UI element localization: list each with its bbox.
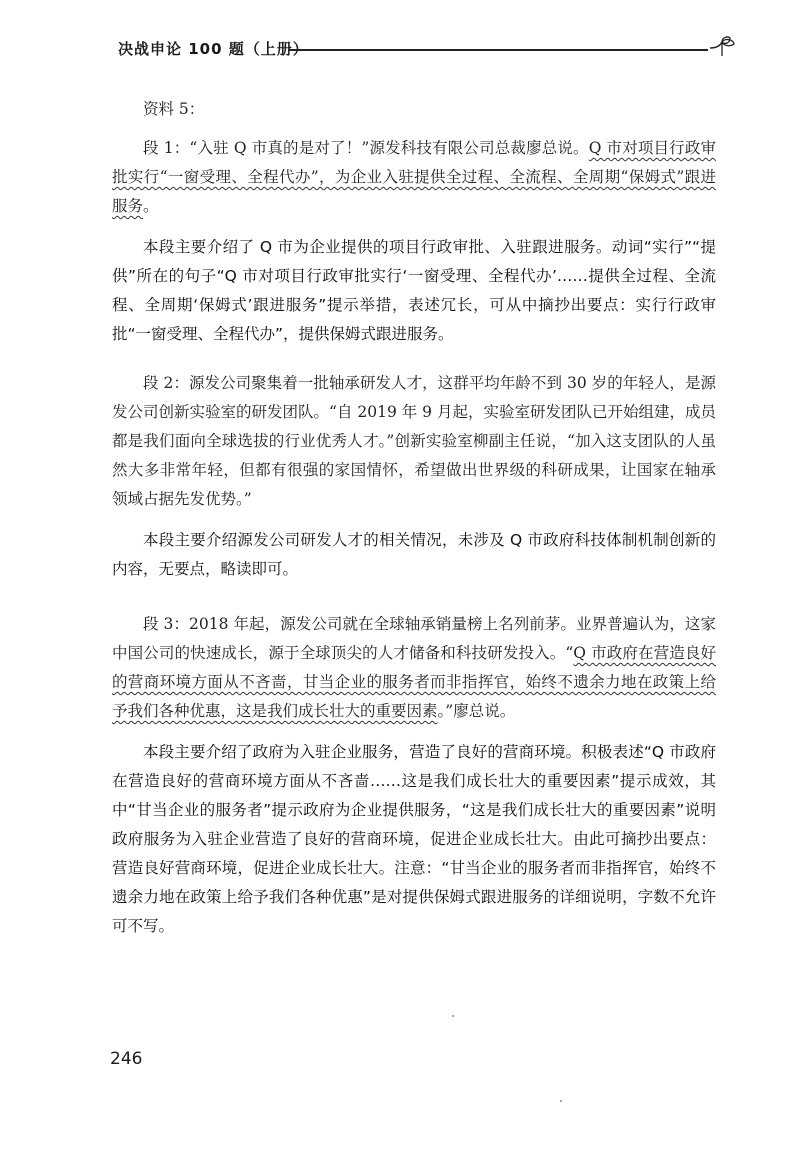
source-paragraph-1	[112, 134, 716, 221]
source-paragraph-3	[112, 610, 716, 726]
source-paragraph-2	[112, 369, 716, 514]
header-title: 决战申论 100 题（上册）	[118, 40, 309, 58]
paragraph-text: 。”廖总说。	[437, 702, 516, 720]
underlined-text: Q 市政府在营造良好的营商环境方面从不吝啬，甘当企业的服务者而非指挥官，始终不遗余力地在政策上给予我们各种优惠，这是我们成长壮大的重要因素	[112, 644, 716, 720]
analysis-paragraph-2	[112, 526, 716, 584]
leaf-icon	[708, 36, 736, 60]
scan-speck	[452, 1015, 454, 1017]
analysis-paragraph-1	[112, 233, 716, 349]
page-number: 246	[110, 1049, 143, 1069]
paragraph-text: 本段主要介绍了 Q 市为企业提供的项目行政审批、入驻跟进服务。动词“实行”“提供”所在的句子“Q 市对项目行政审批实行‘一窗受理、全程代办’……提供全过程、全流程、全周期‘保姆式’跟进服务”提示举措，表述冗长，可从中摘抄出要点：实行行政审批“一窗受理、全程代办”，提供保姆式跟进服务。	[112, 238, 716, 343]
paragraph-text: 段 1：“入驻 Q 市真的是对了！”源发科技有限公司总裁廖总说。	[143, 139, 589, 157]
paragraph-text: 本段主要介绍源发公司研发人才的相关情况，未涉及 Q 市政府科技体制机制创新的内容，无要点，略读即可。	[112, 531, 716, 578]
section-title: 资料 5：	[143, 100, 205, 118]
paragraph-text: 。	[143, 197, 159, 215]
paragraph-text: 本段主要介绍了政府为入驻企业服务，营造了良好的营商环境。积极表述“Q 市政府在营造良好的营商环境方面从不吝啬……这是我们成长壮大的重要因素”提示成效，其中“甘当企业的服务者”提示政府为企业提供服务，“这是我们成长壮大的重要因素”说明政府服务为入驻企业营造了良好的营商环境，促进企业成长壮大。由此可摘抄出要点：营造良好营商环境，促进企业成长壮大。注意：“甘当企业的服务者而非指挥官，始终不遗余力地在政策上给予我们各种优惠”是对提供保姆式跟进服务的详细说明，字数不允许可不写。	[112, 743, 716, 935]
page-header	[118, 38, 738, 62]
scan-speck	[560, 1100, 562, 1102]
underlined-text: Q 市对项目行政审批实行“一窗受理、全程代办”，为企业入驻提供全过程、全流程、全周期“保姆式”跟进服务	[112, 139, 717, 215]
paragraph-text: 段 3：2018 年起，源发公司就在全球轴承销量榜上名列前茅。业界普遍认为，这家中国公司的快速成长，源于全球顶尖的人才储备和科技研发投入。“	[112, 615, 716, 662]
analysis-paragraph-3	[112, 738, 716, 941]
header-rule	[288, 49, 708, 51]
document-body	[112, 96, 716, 941]
paragraph-text: 段 2：源发公司聚集着一批轴承研发人才，这群平均年龄不到 30 岁的年轻人，是源发公司创新实验室的研发团队。“自 2019 年 9 月起，实验室研发团队已开始组建，成员都是我们面向全球选拔的行业优秀人才。”创新实验室柳副主任说，“加入这支团队的人虽然大多非常年轻，但都有很强的家国情怀，希望做出世界级的科研成果，让国家在轴承领域占据先发优势。”	[112, 374, 716, 508]
